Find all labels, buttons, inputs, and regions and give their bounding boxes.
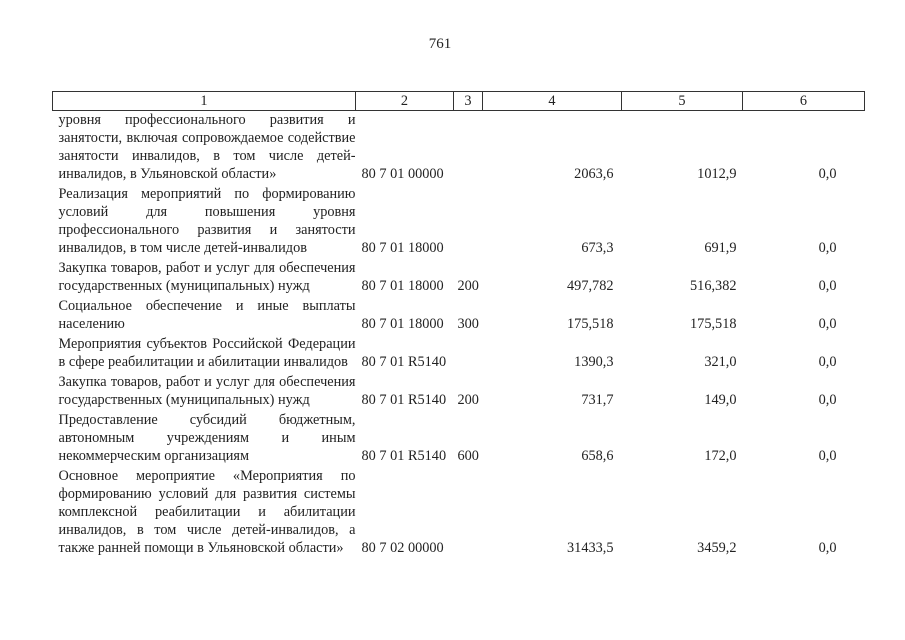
row-name: Социальное обеспечение и иные выплаты населению [58, 298, 356, 332]
table-row [53, 185, 865, 259]
row-value-1: 673,3 [581, 240, 614, 256]
table-row [53, 111, 865, 186]
row-code: 80 7 01 R5140 [361, 448, 447, 464]
row-value-1: 2063,6 [574, 166, 614, 182]
row-value-1: 175,518 [567, 316, 614, 332]
row-type: 200 [457, 392, 479, 408]
row-value-3: 0,0 [818, 316, 837, 332]
row-value-1: 731,7 [581, 392, 614, 408]
row-type: 200 [457, 278, 479, 294]
row-name: Предоставление субсидий бюджетным, автономным учреждениям и иным некоммерческим организациям [58, 412, 356, 464]
row-name: Реализация мероприятий по формированию условий для повышения уровня профессионального развития и занятости инвалидов, в том числе детей-инвалидов [58, 186, 356, 256]
row-type [454, 185, 483, 259]
table-row [53, 373, 865, 411]
row-name: Основное мероприятие «Мероприятия по формированию условий для развития системы комплексной реабилитации и абилитации инвалидов, в том числе детей-инвалидов, а также ранней помощи в Ульяновской области» [58, 468, 356, 556]
row-name: Закупка товаров, работ и услуг для обеспечения государственных (муниципальных) нужд [58, 260, 356, 294]
row-value-3: 0,0 [818, 540, 837, 556]
row-value-2: 172,0 [704, 448, 737, 464]
row-value-2: 321,0 [704, 354, 737, 370]
row-type: 600 [457, 448, 479, 464]
row-value-1: 658,6 [581, 448, 614, 464]
row-value-3: 0,0 [818, 240, 837, 256]
row-code: 80 7 01 R5140 [361, 392, 447, 408]
row-code: 80 7 01 18000 [361, 278, 444, 294]
row-code: 80 7 01 00000 [361, 166, 444, 182]
row-code: 80 7 02 00000 [361, 540, 444, 556]
column-header-1: 1 [53, 92, 356, 111]
row-type [454, 467, 483, 559]
row-value-1: 31433,5 [567, 540, 614, 556]
row-name: Закупка товаров, работ и услуг для обеспечения государственных (муниципальных) нужд [58, 374, 356, 408]
row-value-2: 516,382 [690, 278, 737, 294]
row-value-2: 149,0 [704, 392, 737, 408]
column-header-3: 3 [454, 92, 483, 111]
row-code: 80 7 01 18000 [361, 316, 444, 332]
row-code: 80 7 01 18000 [361, 240, 444, 256]
column-header-6: 6 [743, 92, 865, 111]
row-name: уровня профессионального развития и занятости, включая сопровождаемое содействие занятости инвалидов, в том числе детей-инвалидов, в Ульяновской области» [58, 112, 356, 182]
table-row [53, 297, 865, 335]
budget-table [52, 91, 865, 559]
table-row [53, 467, 865, 559]
column-header-5: 5 [622, 92, 743, 111]
row-value-2: 3459,2 [697, 540, 737, 556]
row-type [454, 335, 483, 373]
page-number: 761 [428, 36, 452, 52]
row-type [454, 111, 483, 186]
row-value-1: 497,782 [567, 278, 614, 294]
row-value-3: 0,0 [818, 354, 837, 370]
table-row [53, 411, 865, 467]
row-value-3: 0,0 [818, 278, 837, 294]
row-value-2: 1012,9 [697, 166, 737, 182]
column-header-2: 2 [356, 92, 454, 111]
row-name: Мероприятия субъектов Российской Федерации в сфере реабилитации и абилитации инвалидов [58, 336, 356, 370]
table-header-row [53, 92, 865, 111]
row-value-1: 1390,3 [574, 354, 614, 370]
row-value-3: 0,0 [818, 448, 837, 464]
table-row [53, 335, 865, 373]
row-type: 300 [457, 316, 479, 332]
row-value-3: 0,0 [818, 166, 837, 182]
row-value-3: 0,0 [818, 392, 837, 408]
row-code: 80 7 01 R5140 [361, 354, 447, 370]
row-value-2: 175,518 [690, 316, 737, 332]
table-row [53, 259, 865, 297]
row-value-2: 691,9 [704, 240, 737, 256]
column-header-4: 4 [483, 92, 622, 111]
